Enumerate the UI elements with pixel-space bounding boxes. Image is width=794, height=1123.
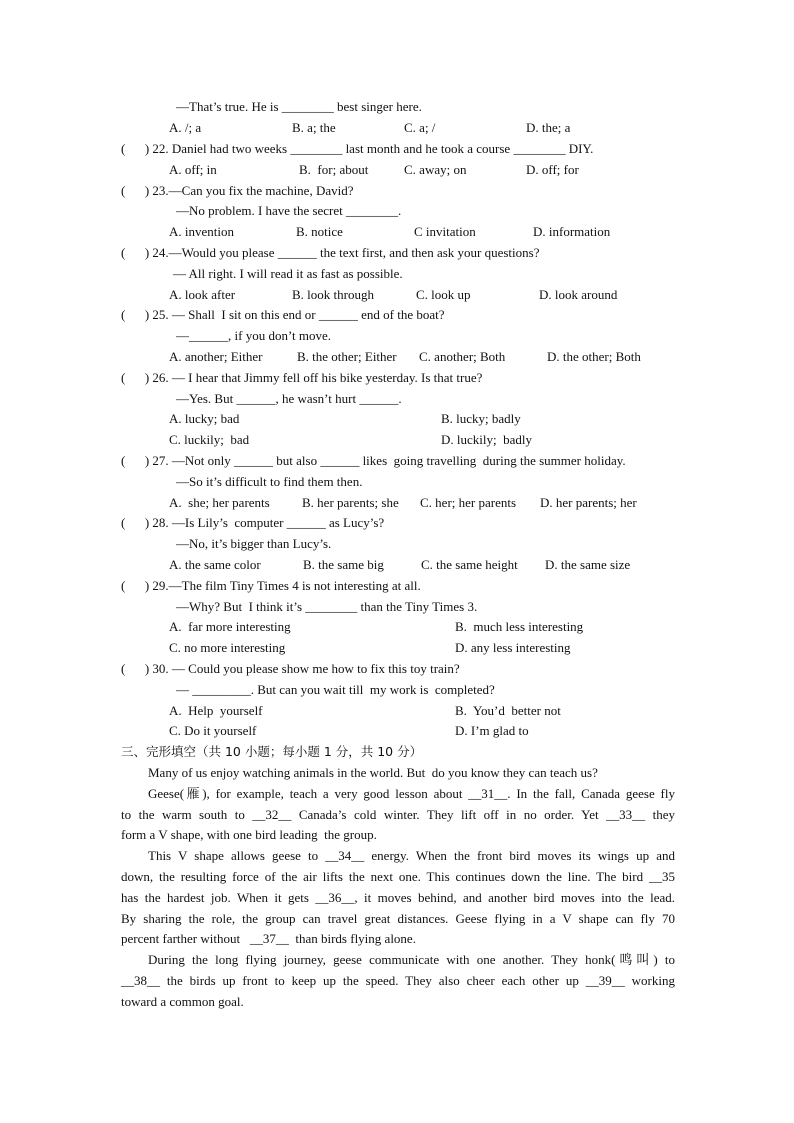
question-text-line: ( ) 28. —Is Lily’s computer ______ as Lucy’s? <box>121 515 385 530</box>
question-text-line: D. off; for <box>526 162 579 177</box>
question-text-line: ( ) 27. —Not only ______ but also ______ likes going travelling during the summer holiday. <box>121 453 626 468</box>
question-text-line: B. look through <box>292 287 374 302</box>
question-text-line: A. invention <box>169 224 234 239</box>
passage-line: This V shape allows geese to __34__ energy. When the front bird moves its wings up and <box>148 848 675 863</box>
question-text-line: ( ) 25. — Shall I sit on this end or ______ end of the boat? <box>121 307 445 322</box>
question-text-line: C. away; on <box>404 162 467 177</box>
question-text-line: C. luckily; bad <box>169 432 250 447</box>
question-text-line: D. the same size <box>545 557 631 572</box>
question-text-line: D. the other; Both <box>547 349 641 364</box>
question-text-line: ( ) 30. — Could you please show me how to fix this toy train? <box>121 661 460 676</box>
question-text-line: C. the same height <box>421 557 518 572</box>
question-text-line: D. information <box>533 224 611 239</box>
question-text-line: B. a; the <box>292 120 336 135</box>
passage-line: By sharing the role, the group can travel great distances. Geese flying in a V shape can fly 70 <box>121 911 675 926</box>
question-text-line: —Yes. But ______, he wasn’t hurt ______. <box>176 391 402 406</box>
question-text-line: B. for; about <box>299 162 369 177</box>
question-text-line: —That’s true. He is ________ best singer here. <box>176 99 422 114</box>
question-text-line: A. lucky; bad <box>169 411 240 426</box>
question-text-line: C. a; / <box>404 120 436 135</box>
question-text-line: A. look after <box>169 287 236 302</box>
passage-line: toward a common goal. <box>121 994 244 1009</box>
question-text-line: A. off; in <box>169 162 217 177</box>
passage-line: form a V shape, with one bird leading the group. <box>121 827 377 842</box>
question-text-line: —So it’s difficult to find them then. <box>176 474 363 489</box>
question-text-line: D. I’m glad to <box>455 723 529 738</box>
question-text-line: A. another; Either <box>169 349 263 364</box>
passage-line: percent farther without __37__ than birds flying alone. <box>121 931 416 946</box>
question-text-line: B. You’d better not <box>455 703 561 718</box>
passage-line: Geese(雁), for example, teach a very good lesson about __31__. In the fall, Canada geese fly <box>148 786 675 801</box>
question-text-line: —Why? But I think it’s ________ than the Tiny Times 3. <box>176 599 478 614</box>
question-text-line: B. the other; Either <box>297 349 397 364</box>
question-text-line: D. the; a <box>526 120 571 135</box>
section-heading: 三、完形填空（共 10 小题；每小题 1 分，共 10 分） <box>121 744 423 759</box>
question-text-line: — _________. But can you wait till my work is completed? <box>176 682 495 697</box>
question-text-line: ( ) 22. Daniel had two weeks ________ last month and he took a course ________ DIY. <box>121 141 594 156</box>
question-text-line: ( ) 29.—The film Tiny Times 4 is not interesting at all. <box>121 578 421 593</box>
question-text-line: A. Help yourself <box>169 703 263 718</box>
passage-line: has the hardest job. When it gets __36__, it moves behind, and another bird moves into the lead. <box>121 890 675 905</box>
question-text-line: A. she; her parents <box>169 495 270 510</box>
question-text-line: D. look around <box>539 287 618 302</box>
question-text-line: D. her parents; her <box>540 495 637 510</box>
passage-line: Many of us enjoy watching animals in the world. But do you know they can teach us? <box>148 765 598 780</box>
passage-line: During the long flying journey, geese communicate with one another. They honk(鸣叫) to <box>148 952 675 967</box>
question-text-line: C. look up <box>416 287 471 302</box>
question-text-line: —______, if you don’t move. <box>176 328 332 343</box>
question-text-line: C. no more interesting <box>169 640 286 655</box>
question-text-line: C. Do it yourself <box>169 723 257 738</box>
question-text-line: C. her; her parents <box>420 495 517 510</box>
question-text-line: D. any less interesting <box>455 640 571 655</box>
question-text-line: —No, it’s bigger than Lucy’s. <box>176 536 332 551</box>
passage-line: __38__ the birds up front to keep up the speed. They also cheer each other up __39__ working <box>121 973 675 988</box>
question-text-line: B. notice <box>296 224 343 239</box>
question-text-line: C. another; Both <box>419 349 506 364</box>
question-text-line: A. the same color <box>169 557 261 572</box>
passage-line: to the warm south to __32__ Canada’s cold winter. They lift off in no order. Yet __33__ they <box>121 807 675 822</box>
question-text-line: B. lucky; badly <box>441 411 521 426</box>
question-text-line: ( ) 26. — I hear that Jimmy fell off his bike yesterday. Is that true? <box>121 370 483 385</box>
question-text-line: — All right. I will read it as fast as possible. <box>173 266 403 281</box>
question-text-line: C invitation <box>414 224 476 239</box>
question-text-line: ( ) 23.—Can you fix the machine, David? <box>121 183 354 198</box>
question-text-line: ( ) 24.—Would you please ______ the text first, and then ask your questions? <box>121 245 540 260</box>
question-text-line: A. /; a <box>169 120 202 135</box>
question-text-line: B. the same big <box>303 557 384 572</box>
question-text-line: A. far more interesting <box>169 619 291 634</box>
question-text-line: B. her parents; she <box>302 495 399 510</box>
question-text-line: D. luckily; badly <box>441 432 532 447</box>
passage-line: down, the resulting force of the air lifts the next one. This continues down the line. The bird __35 <box>121 869 675 884</box>
question-text-line: —No problem. I have the secret ________. <box>176 203 402 218</box>
question-text-line: B. much less interesting <box>455 619 584 634</box>
